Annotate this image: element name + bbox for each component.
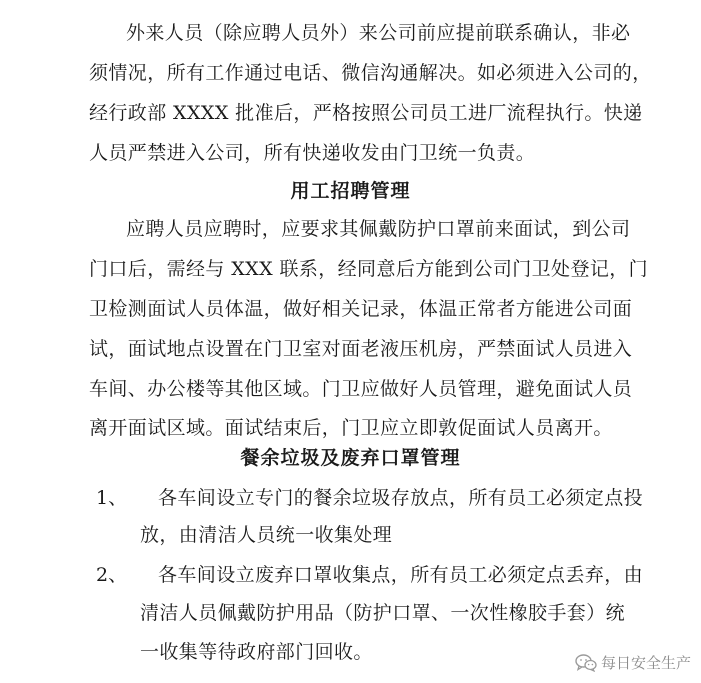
paragraph-line: 门口后，需经与 XXX 联系，经同意后方能到公司门卫处登记，门 xyxy=(89,258,649,280)
paragraph-line: 应聘人员应聘时，应要求其佩戴防护口罩前来面试，到公司 xyxy=(126,218,631,240)
list-item-number: 1、 xyxy=(96,487,128,509)
paragraph-line: 车间、办公楼等其他区域。门卫应做好人员管理，避免面试人员 xyxy=(89,378,633,400)
watermark xyxy=(575,652,691,673)
paragraph-line: 外来人员（除应聘人员外）来公司前应提前联系确认，非必 xyxy=(126,22,631,44)
list-item-number: 2、 xyxy=(96,564,128,586)
list-item-line: 各车间设立专门的餐余垃圾存放点，所有员工必须定点投 xyxy=(158,487,644,509)
paragraph-line: 离开面试区域。面试结束后，门卫应立即敦促面试人员离开。 xyxy=(89,417,613,439)
paragraph-line: 经行政部 XXXX 批准后，严格按照公司员工进厂流程执行。快递 xyxy=(89,102,643,124)
list-item-line: 清洁人员佩戴防护用品（防护口罩、一次性橡胶手套）统 xyxy=(140,602,626,624)
list-item-line: 放，由清洁人员统一收集处理 xyxy=(140,524,393,546)
paragraph-line: 试，面试地点设置在门卫室对面老液压机房，严禁面试人员进入 xyxy=(89,338,633,360)
list-item-line: 各车间设立废弃口罩收集点，所有员工必须定点丢弃，由 xyxy=(158,564,644,586)
section-heading-recruitment: 用工招聘管理 xyxy=(290,180,411,202)
section-heading-waste: 餐余垃圾及废弃口罩管理 xyxy=(240,447,461,469)
watermark-text: 每日安全生产 xyxy=(600,654,691,672)
wechat-icon xyxy=(575,654,597,672)
paragraph-line: 人员严禁进入公司，所有快递收发由门卫统一负责。 xyxy=(89,142,536,164)
paragraph-line: 卫检测面试人员体温，做好相关记录，体温正常者方能进公司面 xyxy=(89,298,633,320)
list-item-line: 一收集等待政府部门回收。 xyxy=(140,641,373,663)
paragraph-line: 须情况，所有工作通过电话、微信沟通解决。如必须进入公司的， xyxy=(89,62,652,84)
